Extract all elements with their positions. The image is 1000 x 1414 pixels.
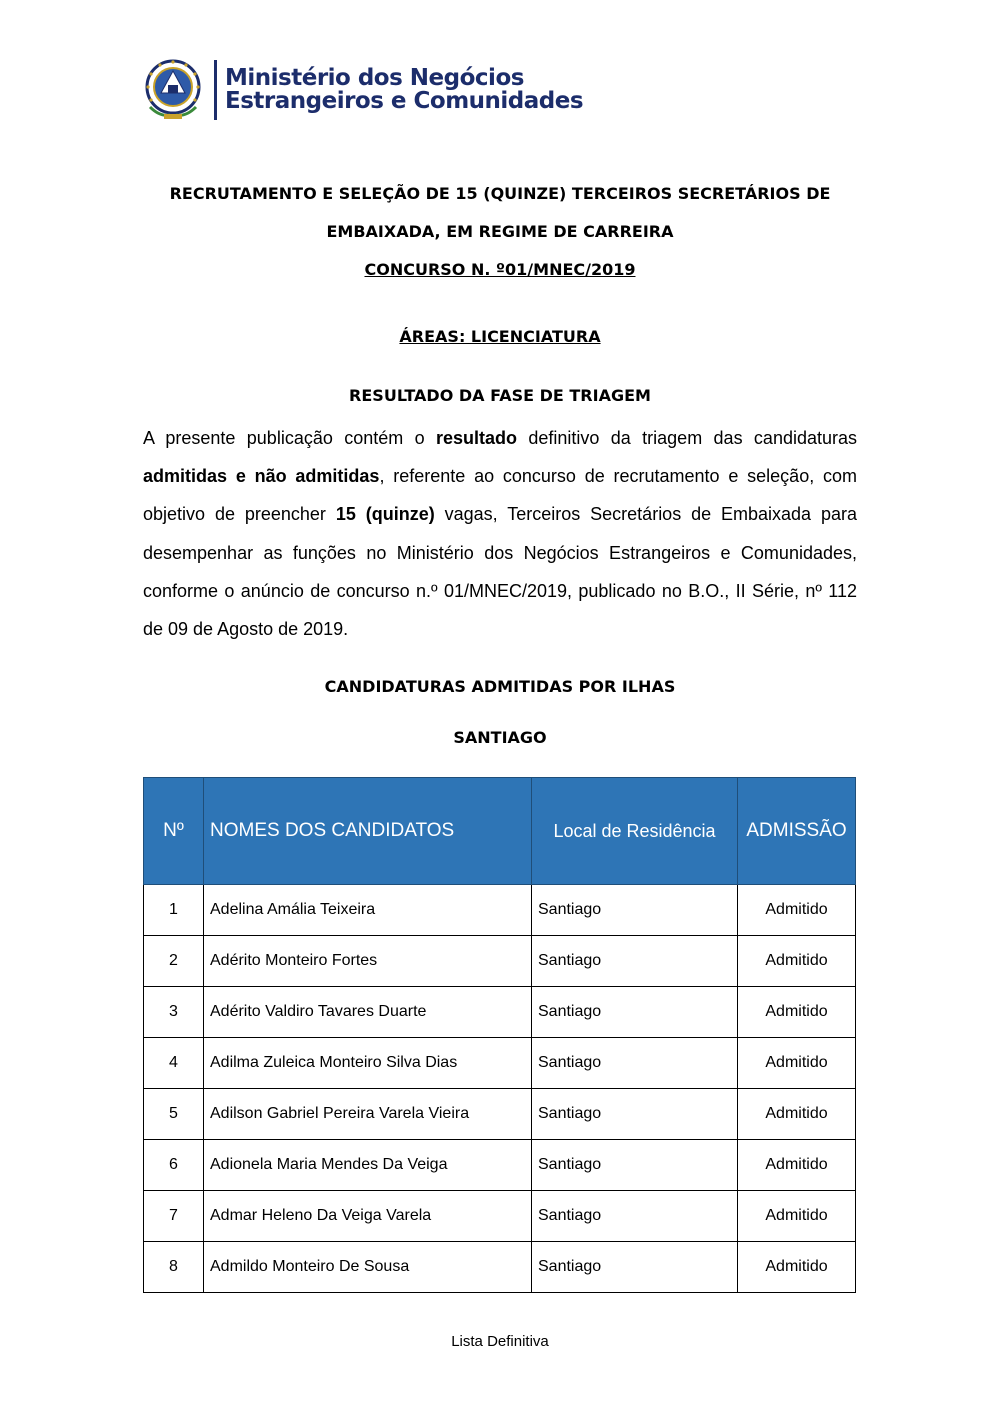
paragraph-text-2: definitivo da triagem das candidaturas bbox=[517, 428, 858, 448]
table-row bbox=[144, 1140, 856, 1191]
row-residence: Santiago bbox=[532, 1140, 738, 1191]
header-number: Nº bbox=[144, 778, 204, 885]
row-admission: Admitido bbox=[738, 1140, 856, 1191]
row-name: Adionela Maria Mendes Da Veiga bbox=[204, 1140, 532, 1191]
title-line1: RECRUTAMENTO E SELEÇÃO DE 15 (QUINZE) TERCEIROS SECRETÁRIOS DE bbox=[169, 184, 831, 203]
table-row bbox=[144, 1191, 856, 1242]
ministry-logo bbox=[140, 55, 583, 125]
table-header-row bbox=[144, 778, 856, 885]
row-number: 7 bbox=[144, 1191, 204, 1242]
row-residence: Santiago bbox=[532, 1089, 738, 1140]
table-row bbox=[144, 885, 856, 936]
row-name: Adilson Gabriel Pereira Varela Vieira bbox=[204, 1089, 532, 1140]
row-residence: Santiago bbox=[532, 936, 738, 987]
table-row bbox=[144, 1089, 856, 1140]
intro-paragraph bbox=[143, 419, 857, 648]
paragraph-bold-3: 15 (quinze) bbox=[335, 504, 435, 525]
ministry-name-line2: Estrangeiros e Comunidades bbox=[225, 88, 584, 114]
row-admission: Admitido bbox=[738, 1191, 856, 1242]
row-residence: Santiago bbox=[532, 1242, 738, 1293]
candidates-table bbox=[143, 777, 856, 1293]
footer-label: Lista Definitiva bbox=[451, 1333, 549, 1350]
row-number: 1 bbox=[144, 885, 204, 936]
row-residence: Santiago bbox=[532, 1191, 738, 1242]
row-name: Adérito Valdiro Tavares Duarte bbox=[204, 987, 532, 1038]
contest-number: CONCURSO N. º01/MNEC/2019 bbox=[364, 260, 636, 279]
row-name: Adelina Amália Teixeira bbox=[204, 885, 532, 936]
header-residence: Local de Residência bbox=[532, 778, 738, 885]
island-heading: SANTIAGO bbox=[453, 728, 547, 747]
row-name: Adilma Zuleica Monteiro Silva Dias bbox=[204, 1038, 532, 1089]
row-number: 5 bbox=[144, 1089, 204, 1140]
admitted-heading: CANDIDATURAS ADMITIDAS POR ILHAS bbox=[324, 677, 676, 696]
table-row bbox=[144, 1038, 856, 1089]
ministry-name-line1: Ministério dos Negócios bbox=[225, 65, 524, 91]
logo-divider bbox=[214, 60, 217, 120]
paragraph-text-3: , referente ao concurso de recrutamento e seleção, com objetivo de preencher bbox=[143, 466, 857, 525]
header-admission: ADMISSÃO bbox=[738, 778, 856, 885]
paragraph-bold-2: admitidas e não admitidas bbox=[143, 466, 380, 487]
header-name: NOMES DOS CANDIDATOS bbox=[204, 778, 532, 885]
paragraph-text-4: vagas, Terceiros Secretários de Embaixada para desempenhar as funções no Ministério dos Negócios Estrangeiros e Comunidades, conforme o anúncio de concurso n.º 01/MNEC/2019, publicado no B.O., II Série, nº 112 de 09 de Agosto de 2019. bbox=[143, 504, 857, 640]
row-residence: Santiago bbox=[532, 1038, 738, 1089]
row-number: 6 bbox=[144, 1140, 204, 1191]
row-number: 3 bbox=[144, 987, 204, 1038]
row-admission: Admitido bbox=[738, 987, 856, 1038]
row-admission: Admitido bbox=[738, 1242, 856, 1293]
table-row bbox=[144, 936, 856, 987]
areas-heading: ÁREAS: LICENCIATURA bbox=[399, 327, 601, 346]
row-residence: Santiago bbox=[532, 885, 738, 936]
paragraph-text-1: A presente publicação contém o bbox=[143, 428, 436, 448]
row-name: Adérito Monteiro Fortes bbox=[204, 936, 532, 987]
row-number: 4 bbox=[144, 1038, 204, 1089]
row-admission: Admitido bbox=[738, 1038, 856, 1089]
table-row bbox=[144, 1242, 856, 1293]
paragraph-bold-1: resultado bbox=[435, 428, 518, 448]
row-admission: Admitido bbox=[738, 1089, 856, 1140]
ministry-name bbox=[225, 67, 583, 113]
row-residence: Santiago bbox=[532, 987, 738, 1038]
row-admission: Admitido bbox=[738, 936, 856, 987]
coat-of-arms-icon bbox=[140, 57, 206, 123]
row-number: 8 bbox=[144, 1242, 204, 1293]
title-line2: EMBAIXADA, EM REGIME DE CARREIRA bbox=[326, 222, 674, 241]
row-admission: Admitido bbox=[738, 885, 856, 936]
table-row bbox=[144, 987, 856, 1038]
row-number: 2 bbox=[144, 936, 204, 987]
result-heading: RESULTADO DA FASE DE TRIAGEM bbox=[349, 386, 651, 405]
row-name: Admar Heleno Da Veiga Varela bbox=[204, 1191, 532, 1242]
row-name: Admildo Monteiro De Sousa bbox=[204, 1242, 532, 1293]
